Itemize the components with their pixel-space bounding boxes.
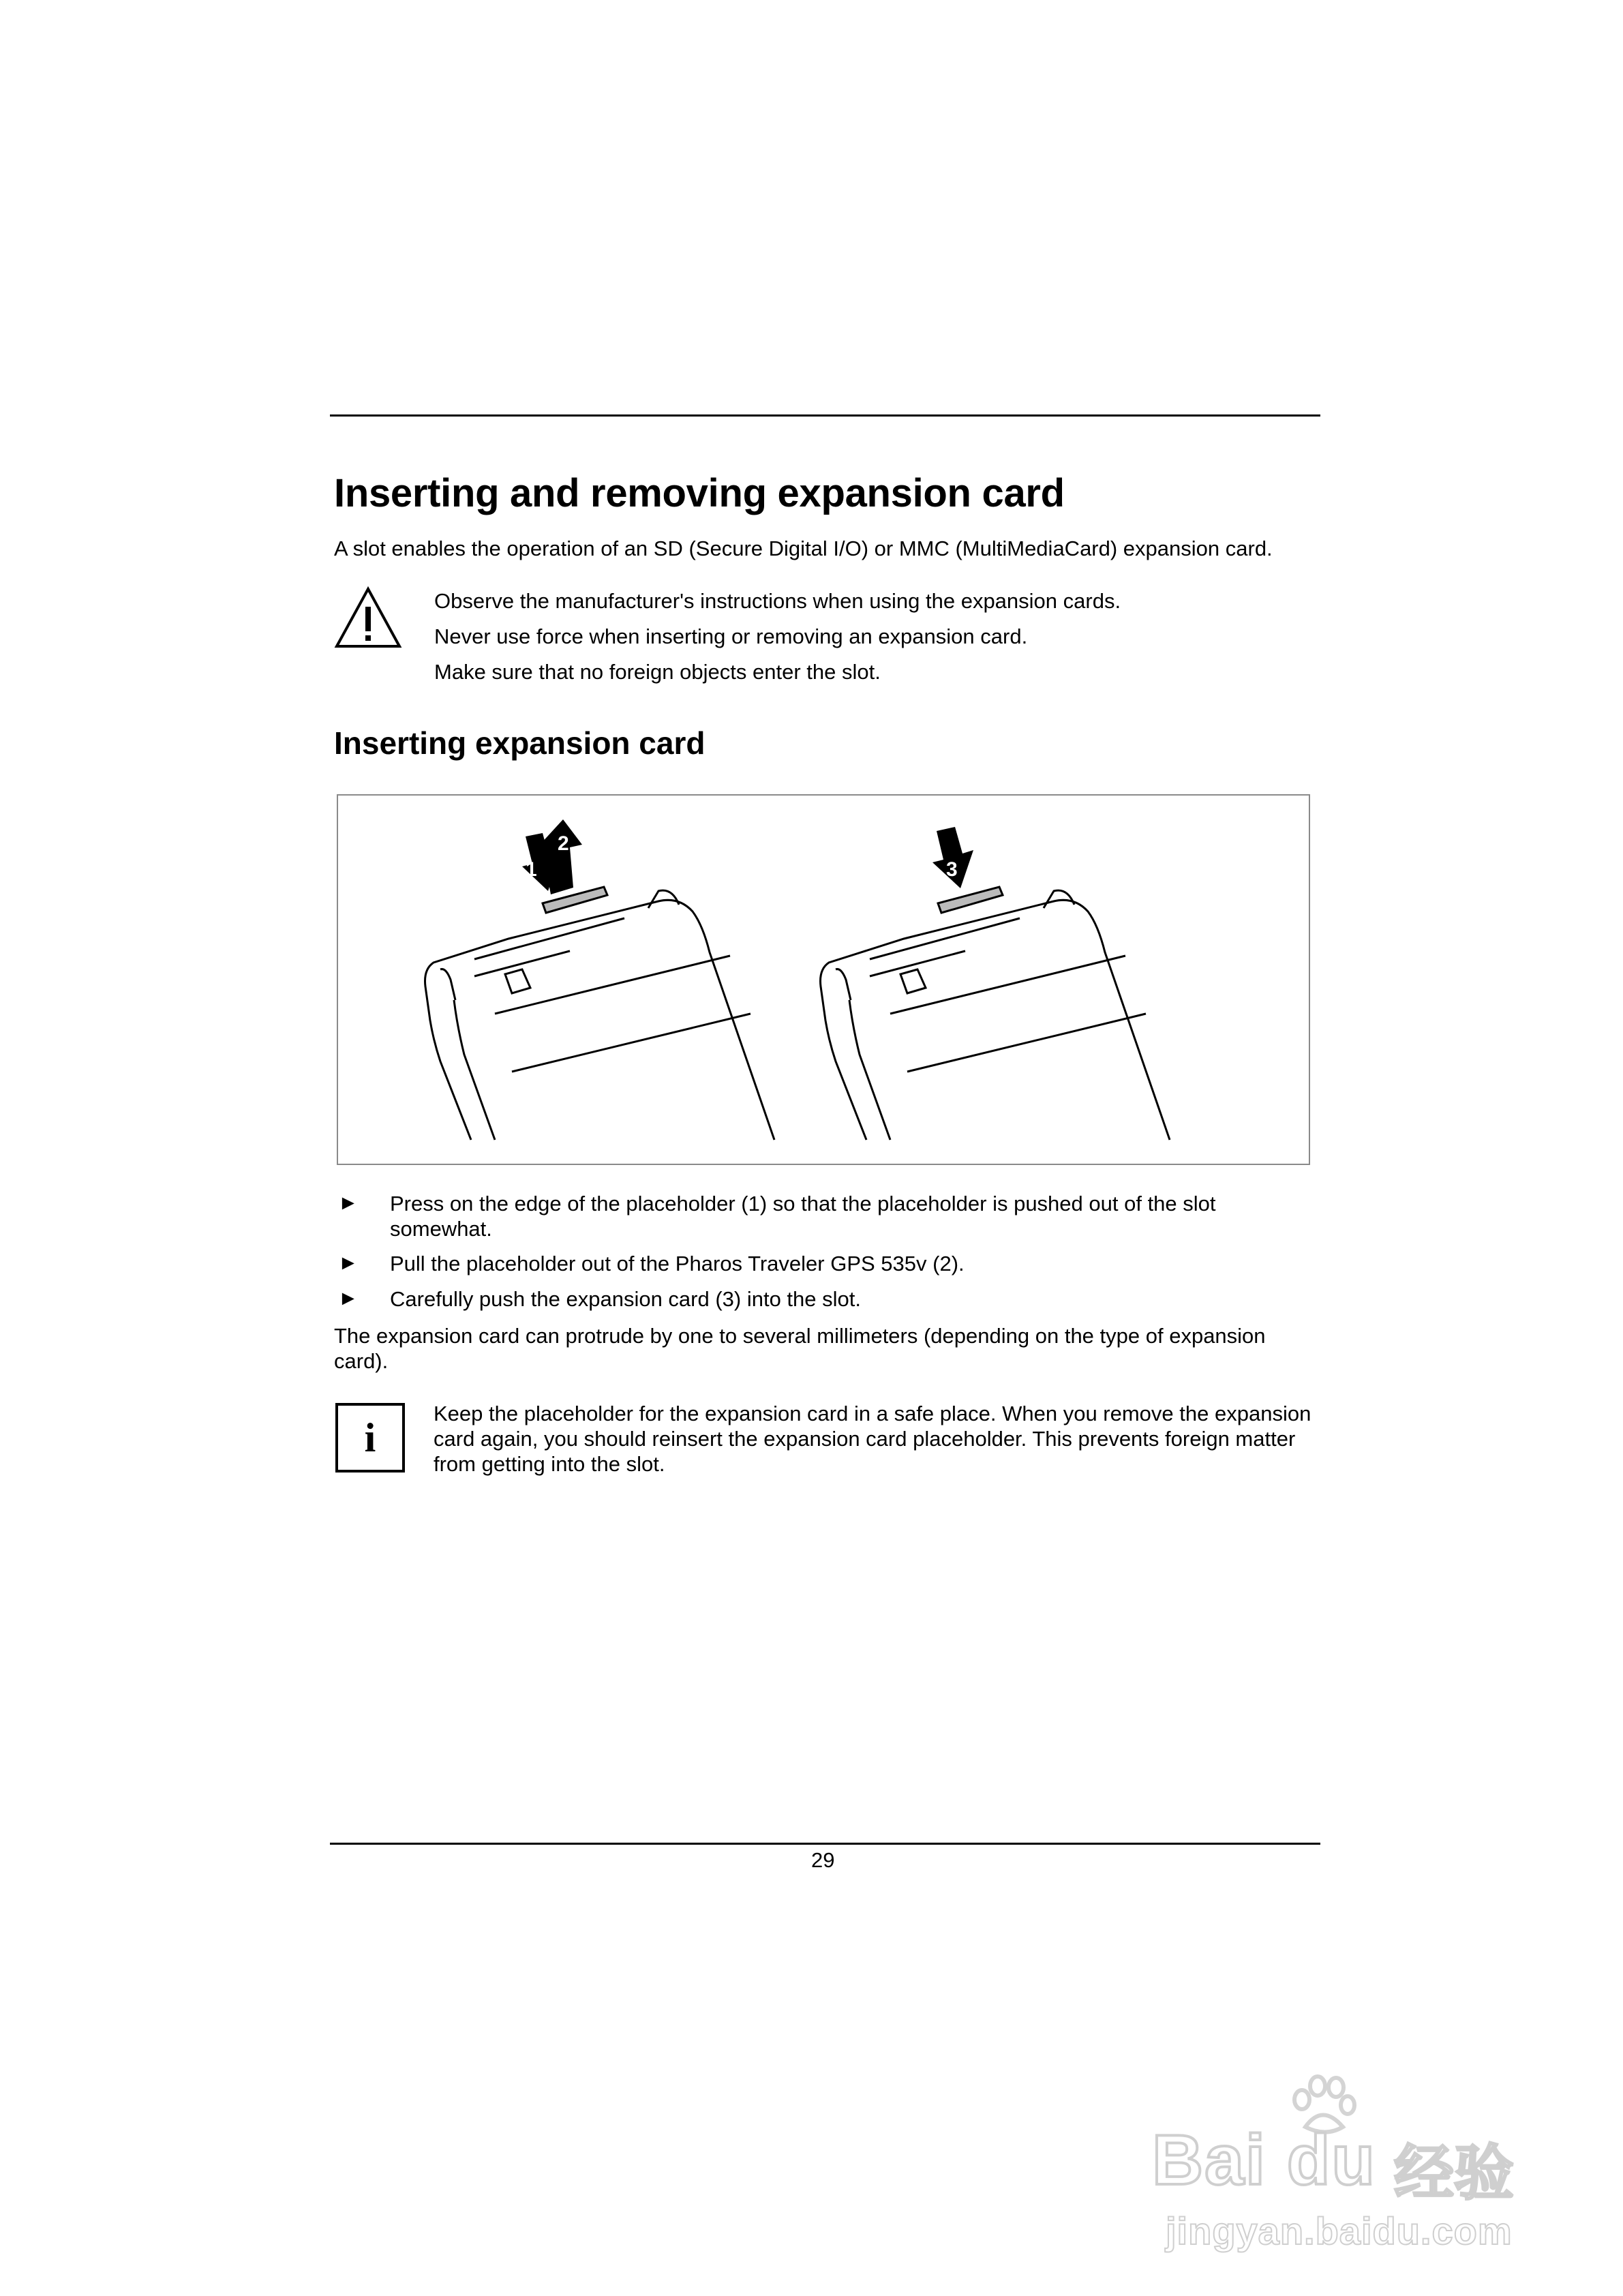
warning-line-3: Make sure that no foreign objects enter the slot. <box>434 660 881 684</box>
expansion-card <box>938 887 1003 913</box>
watermark-cn: 经验 <box>1394 2139 1515 2207</box>
warning-line-2: Never use force when inserting or removing an expansion card. <box>434 624 1028 648</box>
bottom-rule <box>330 1843 1320 1845</box>
figure-label-3: 3 <box>946 858 958 881</box>
step-3: Carefully push the expansion card (3) into the slot. <box>390 1287 861 1311</box>
warning-line-1: Observe the manufacturer's instructions when using the expansion cards. <box>434 589 1121 613</box>
watermark-brand: Bai <box>1152 2121 1266 2200</box>
note-paragraph: The expansion card can protrude by one to several millimeters (depending on the type of expansion card). <box>334 1324 1266 1373</box>
watermark-brand-2: du <box>1286 2121 1376 2200</box>
figure-label-1: 1 <box>526 858 537 881</box>
page-title: Inserting and removing expansion card <box>334 471 1065 515</box>
figure-label-2: 2 <box>558 832 569 855</box>
baidu-watermark <box>1152 2072 1547 2256</box>
info-icon: i <box>335 1403 405 1472</box>
step-1: Press on the edge of the placeholder (1) so that the placeholder is pushed out of the slot somewhat. <box>390 1192 1216 1241</box>
bullet-icon: ► <box>338 1252 359 1274</box>
step-2: Pull the placeholder out of the Pharos Traveler GPS 535v (2). <box>390 1252 965 1275</box>
bullet-icon: ► <box>338 1287 359 1310</box>
warning-icon <box>334 586 402 649</box>
bullet-icon: ► <box>338 1192 359 1214</box>
info-text: Keep the placeholder for the expansion card in a safe place. When you remove the expansion card again, you should reinsert the expansion card placeholder. This prevents foreign matter from getting into the slot. <box>434 1402 1311 1476</box>
watermark-url: jingyan.baidu.com <box>1166 2209 1513 2252</box>
top-rule <box>330 414 1320 417</box>
pda-device-illustration <box>338 796 1309 1164</box>
intro-paragraph: A slot enables the operation of an SD (Secure Digital I/O) or MMC (MultiMediaCard) expansion card. <box>334 537 1273 560</box>
section-heading: Inserting expansion card <box>334 725 706 761</box>
page-number: 29 <box>811 1848 835 1872</box>
figure-frame <box>337 794 1310 1165</box>
